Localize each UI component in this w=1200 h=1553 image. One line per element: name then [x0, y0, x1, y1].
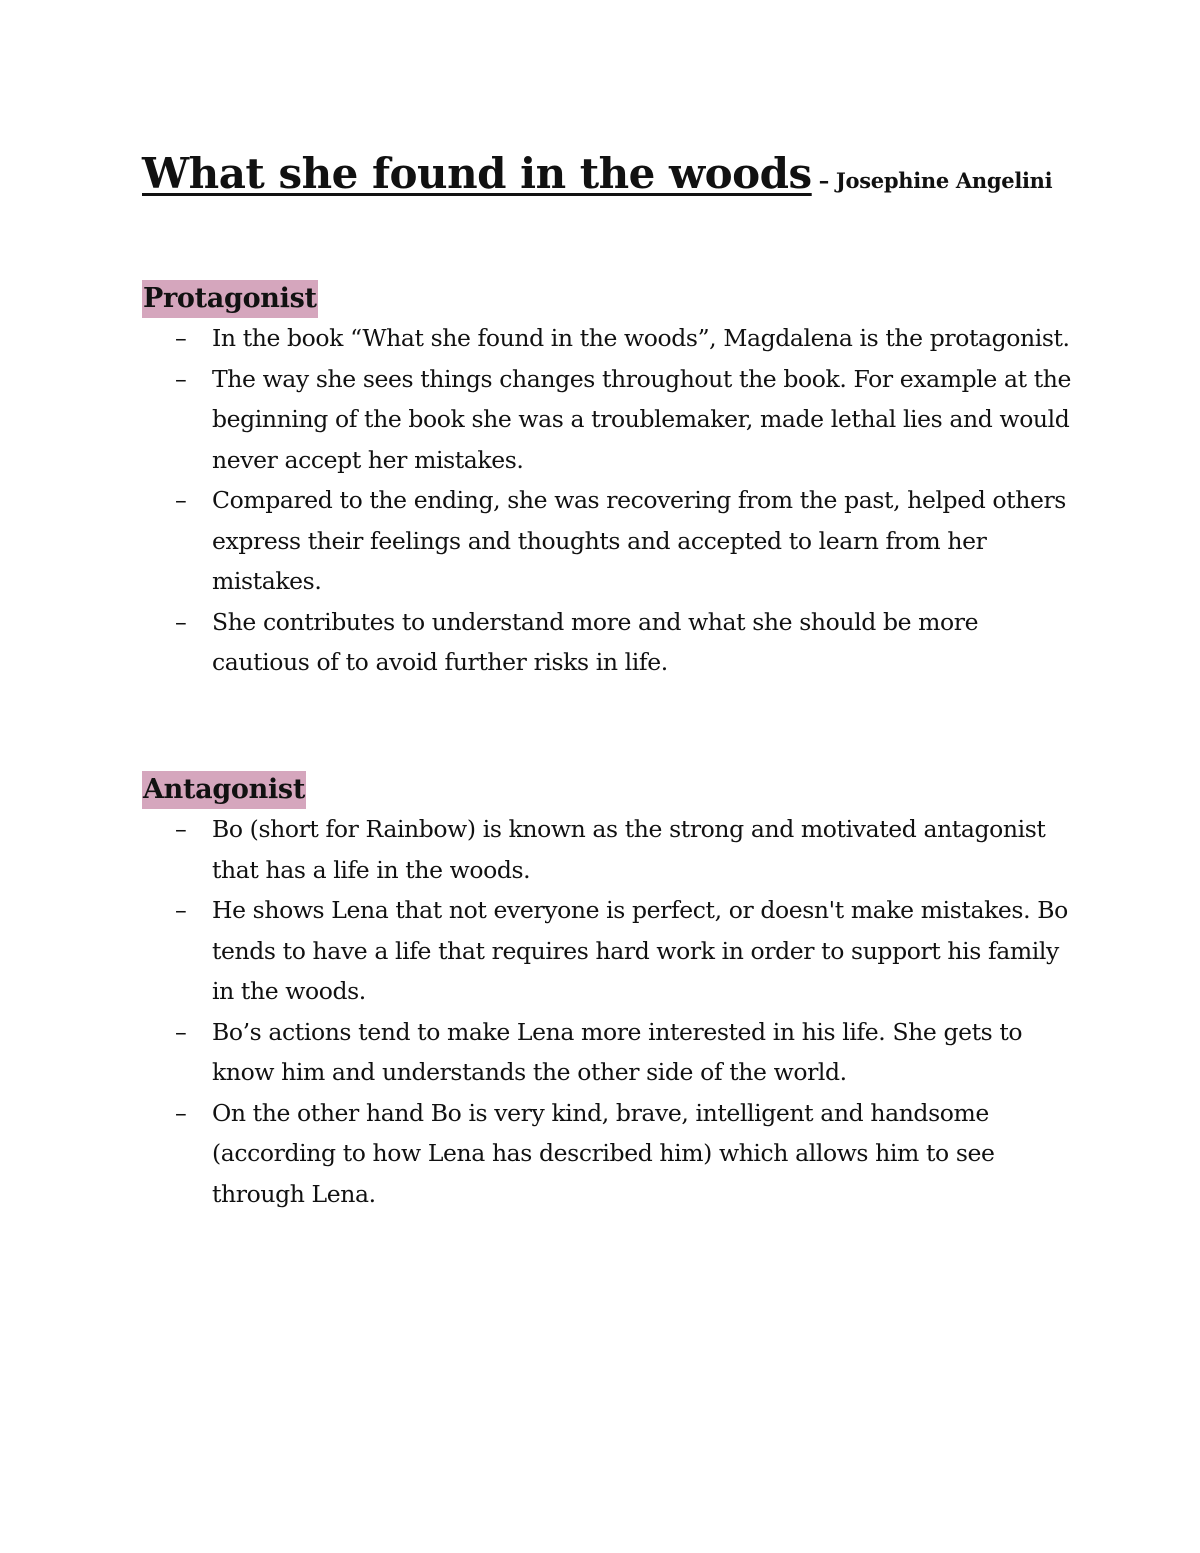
protagonist-list	[142, 318, 1072, 683]
bullet-dash: –	[175, 896, 187, 924]
list-item	[142, 809, 1072, 890]
list-item-text: Bo (short for Rainbow) is known as the strong and motivated antagonist that has a life in the woods.	[212, 815, 1046, 884]
protagonist-section	[142, 280, 1072, 683]
list-item	[142, 890, 1072, 1012]
document-author: – Josephine Angelini	[811, 168, 1053, 193]
list-item	[142, 359, 1072, 481]
list-item-text: The way she sees things changes throughout the book. For example at the beginning of the book she was a troublemaker, made lethal lies and would never accept her mistakes.	[212, 364, 1071, 474]
bullet-dash: –	[175, 486, 187, 514]
title-line	[142, 150, 1072, 207]
list-item-text: In the book “What she found in the woods”, Magdalena is the protagonist.	[212, 324, 1070, 352]
document-page	[142, 150, 1072, 207]
list-item-text: On the other hand Bo is very kind, brave, intelligent and handsome (according to how Lena has described him) which allows him to see through Lena.	[212, 1098, 995, 1208]
bullet-dash: –	[175, 1017, 187, 1046]
list-item-text: Bo’s actions tend to make Lena more interested in his life. She gets to know him and understands the other side of the world.	[212, 1017, 1023, 1086]
antagonist-section	[142, 771, 1072, 1214]
list-item-text: He shows Lena that not everyone is perfect, or doesn't make mistakes. Bo tends to have a life that requires hard work in order to support his family in the woods.	[212, 896, 1068, 1005]
antagonist-heading: Antagonist	[142, 771, 306, 809]
list-item	[142, 602, 1072, 683]
bullet-dash: –	[175, 1098, 187, 1127]
document-title: What she found in the woods	[142, 149, 812, 198]
list-item	[142, 318, 1072, 359]
antagonist-list	[142, 809, 1072, 1214]
bullet-dash: –	[175, 607, 187, 636]
protagonist-heading: Protagonist	[142, 280, 318, 318]
bullet-dash: –	[175, 364, 187, 393]
bullet-dash: –	[175, 324, 187, 352]
list-item	[142, 480, 1072, 602]
list-item	[142, 1012, 1072, 1093]
list-item-text: She contributes to understand more and what she should be more cautious of to avoid further risks in life.	[212, 607, 979, 676]
list-item	[142, 1093, 1072, 1215]
bullet-dash: –	[175, 815, 187, 843]
list-item-text: Compared to the ending, she was recovering from the past, helped others express their feelings and thoughts and accepted to learn from her mistakes.	[212, 486, 1066, 595]
